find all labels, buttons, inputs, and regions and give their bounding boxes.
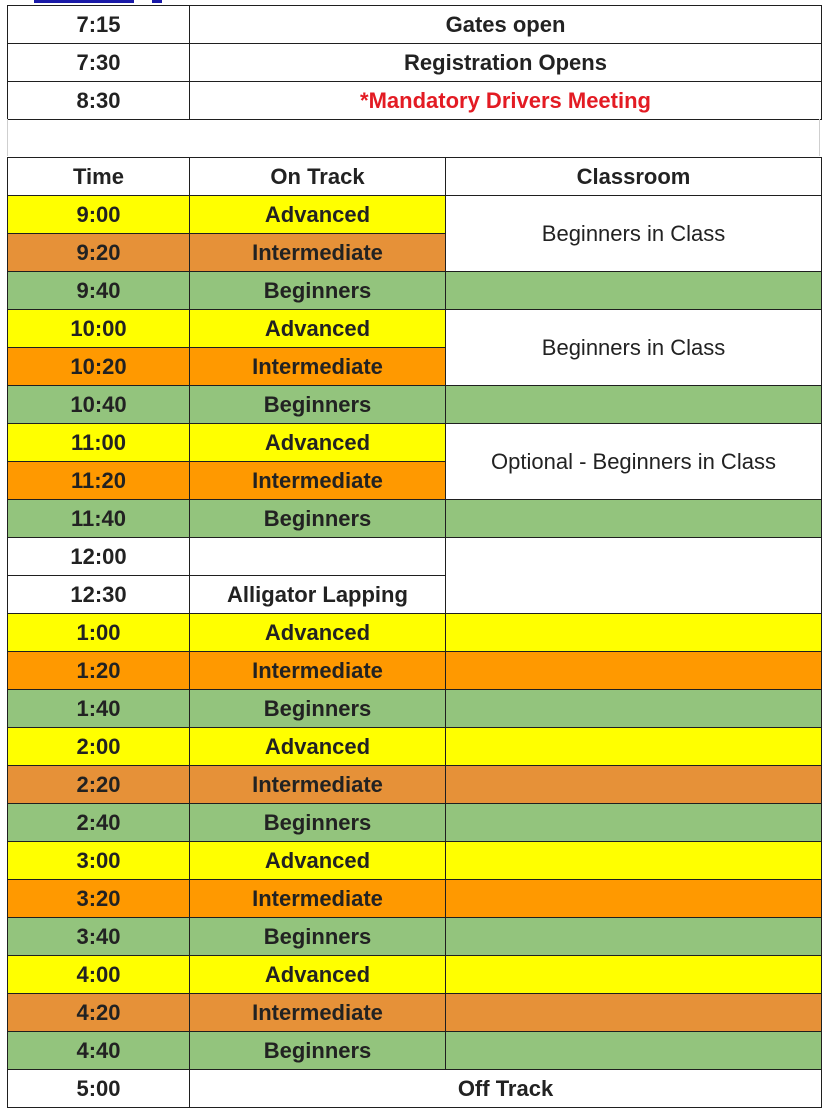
on-track-cell: Beginners xyxy=(190,690,446,728)
time-cell: 2:20 xyxy=(8,766,190,804)
on-track-cell: Advanced xyxy=(190,196,446,234)
schedule-row xyxy=(8,804,822,842)
time-cell: 4:20 xyxy=(8,994,190,1032)
classroom-cell xyxy=(446,272,822,310)
time-cell: 11:40 xyxy=(8,500,190,538)
time-cell: 9:00 xyxy=(8,196,190,234)
on-track-cell: Advanced xyxy=(190,424,446,462)
time-cell: 11:20 xyxy=(8,462,190,500)
pre-event-description: *Mandatory Drivers Meeting xyxy=(190,82,822,120)
time-cell: 1:40 xyxy=(8,690,190,728)
classroom-cell xyxy=(446,1032,822,1070)
time-cell: 9:20 xyxy=(8,234,190,272)
schedule-table xyxy=(7,157,822,1108)
classroom-cell xyxy=(446,690,822,728)
schedule-row xyxy=(8,918,822,956)
pre-event-row xyxy=(8,82,822,120)
top-edge-segment xyxy=(152,0,162,3)
classroom-cell xyxy=(446,918,822,956)
time-cell: 3:40 xyxy=(8,918,190,956)
time-cell: 3:00 xyxy=(8,842,190,880)
on-track-cell: Advanced xyxy=(190,614,446,652)
off-track-row xyxy=(8,1070,822,1108)
classroom-cell xyxy=(446,994,822,1032)
classroom-cell xyxy=(446,880,822,918)
on-track-cell: Intermediate xyxy=(190,766,446,804)
on-track-cell: Alligator Lapping xyxy=(190,576,446,614)
time-cell: 12:00 xyxy=(8,538,190,576)
on-track-cell: Intermediate xyxy=(190,234,446,272)
time-cell: 11:00 xyxy=(8,424,190,462)
on-track-cell: Beginners xyxy=(190,272,446,310)
on-track-cell: Advanced xyxy=(190,842,446,880)
time-cell: 10:20 xyxy=(8,348,190,386)
on-track-cell: Beginners xyxy=(190,918,446,956)
on-track-cell: Advanced xyxy=(190,310,446,348)
on-track-cell: Intermediate xyxy=(190,880,446,918)
time-cell: 4:00 xyxy=(8,956,190,994)
schedule-row xyxy=(8,196,822,234)
schedule-row xyxy=(8,690,822,728)
schedule-row xyxy=(8,424,822,462)
schedule-row xyxy=(8,652,822,690)
spacer-row xyxy=(7,119,820,156)
classroom-cell xyxy=(446,728,822,766)
classroom-session: Beginners in Class xyxy=(446,310,822,386)
pre-event-time: 8:30 xyxy=(8,82,190,120)
on-track-cell: Beginners xyxy=(190,804,446,842)
time-cell: 12:30 xyxy=(8,576,190,614)
on-track-cell: Beginners xyxy=(190,500,446,538)
time-cell: 9:40 xyxy=(8,272,190,310)
schedule-row xyxy=(8,538,822,576)
time-cell: 2:00 xyxy=(8,728,190,766)
classroom-cell xyxy=(446,956,822,994)
pre-event-table xyxy=(7,5,822,120)
pre-event-time: 7:15 xyxy=(8,6,190,44)
off-track-label: Off Track xyxy=(190,1070,822,1108)
schedule-row xyxy=(8,842,822,880)
header-time: Time xyxy=(8,158,190,196)
time-cell: 2:40 xyxy=(8,804,190,842)
schedule-row xyxy=(8,310,822,348)
top-edge-line xyxy=(0,0,825,4)
header-row xyxy=(8,158,822,196)
classroom-session: Optional - Beginners in Class xyxy=(446,424,822,500)
classroom-cell xyxy=(446,386,822,424)
time-cell: 3:20 xyxy=(8,880,190,918)
on-track-cell: Advanced xyxy=(190,956,446,994)
schedule-row xyxy=(8,500,822,538)
on-track-cell: Intermediate xyxy=(190,652,446,690)
on-track-cell: Beginners xyxy=(190,386,446,424)
classroom-cell xyxy=(446,614,822,652)
time-cell: 1:00 xyxy=(8,614,190,652)
time-cell: 10:40 xyxy=(8,386,190,424)
classroom-empty xyxy=(446,538,822,614)
classroom-cell xyxy=(446,842,822,880)
top-edge-segment xyxy=(34,0,134,3)
on-track-cell xyxy=(190,538,446,576)
header-classroom: Classroom xyxy=(446,158,822,196)
classroom-cell xyxy=(446,766,822,804)
pre-event-time: 7:30 xyxy=(8,44,190,82)
schedule-row xyxy=(8,880,822,918)
schedule-row xyxy=(8,386,822,424)
final-time: 5:00 xyxy=(8,1070,190,1108)
classroom-session: Beginners in Class xyxy=(446,196,822,272)
pre-event-row xyxy=(8,44,822,82)
schedule-row xyxy=(8,272,822,310)
schedule-row xyxy=(8,994,822,1032)
schedule-row xyxy=(8,1032,822,1070)
schedule-row xyxy=(8,728,822,766)
pre-event-row xyxy=(8,6,822,44)
pre-event-description: Registration Opens xyxy=(190,44,822,82)
classroom-cell xyxy=(446,500,822,538)
time-cell: 10:00 xyxy=(8,310,190,348)
on-track-cell: Advanced xyxy=(190,728,446,766)
classroom-cell xyxy=(446,804,822,842)
on-track-cell: Beginners xyxy=(190,1032,446,1070)
header-on-track: On Track xyxy=(190,158,446,196)
time-cell: 1:20 xyxy=(8,652,190,690)
on-track-cell: Intermediate xyxy=(190,994,446,1032)
on-track-cell: Intermediate xyxy=(190,348,446,386)
schedule-row xyxy=(8,766,822,804)
pre-event-description: Gates open xyxy=(190,6,822,44)
classroom-cell xyxy=(446,652,822,690)
schedule-row xyxy=(8,956,822,994)
on-track-cell: Intermediate xyxy=(190,462,446,500)
time-cell: 4:40 xyxy=(8,1032,190,1070)
schedule-row xyxy=(8,614,822,652)
